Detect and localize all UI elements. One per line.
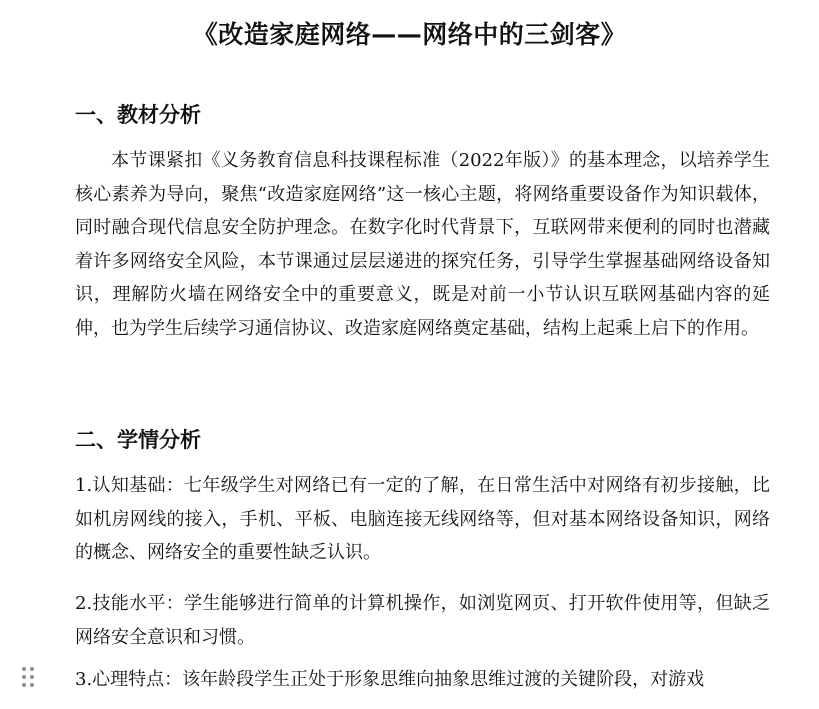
- textbook-analysis-paragraph: 本节课紧扣《义务教育信息科技课程标准（2022年版）》的基本理念，以培养学生核心素养为导向，聚焦“改造家庭网络”这一核心主题，将网络重要设备作为知识载体，同时融合现代信息安全防护理念。在数字化时代背景下，互联网带来便利的同时也潜藏着许多网络安全风险，本节课通过层层递进的探究任务，引导学生掌握基础网络设备知识，理解防火墙在网络安全中的重要意义，既是对前一小节认识互联网基础内容的延伸，也为学生后续学习通信协议、改造家庭网络奠定基础，结构上起乘上启下的作用。: [75, 150, 770, 339]
- section-heading-student-analysis: 二、学情分析: [75, 428, 201, 452]
- student-analysis-item-1: 1.认知基础：七年级学生对网络已有一定的了解，在日常生活中对网络有初步接触，比如机房网线的接入，手机、平板、电脑连接无线网络等，但对基本网络设备知识，网络的概念、网络安全的重要性缺乏认识。: [75, 475, 770, 563]
- drag-handle-icon[interactable]: [22, 667, 36, 689]
- student-analysis-item-3: 3.心理特点：该年龄段学生正处于形象思维向抽象思维过渡的关键阶段，对游戏: [75, 669, 705, 690]
- section-heading-textbook-analysis: 一、教材分析: [75, 103, 201, 127]
- student-analysis-item-2: 2.技能水平：学生能够进行简单的计算机操作，如浏览网页、打开软件使用等，但缺乏网络安全意识和习惯。: [75, 593, 770, 648]
- document-title: 《改造家庭网络——网络中的三剑客》: [192, 20, 627, 49]
